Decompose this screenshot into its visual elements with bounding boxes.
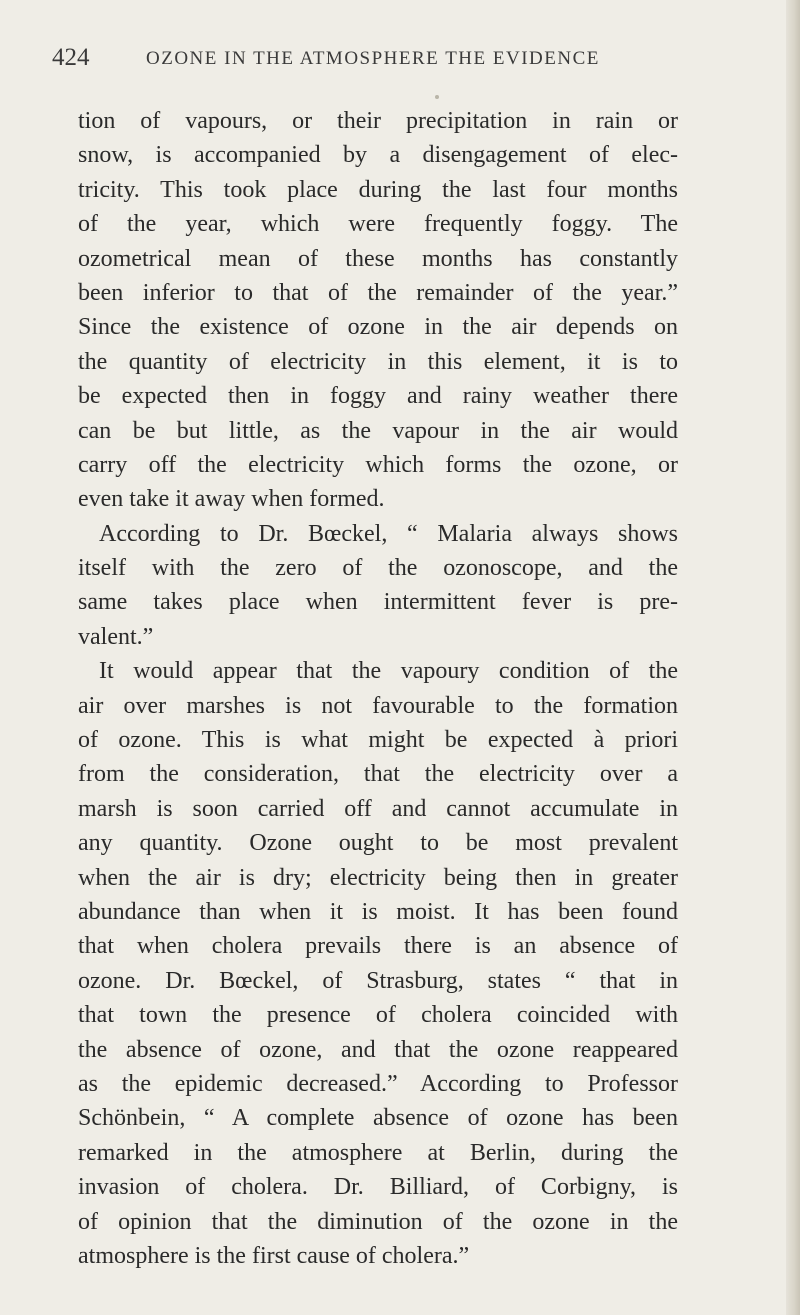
text-line: air over marshes is not favourable to the formation bbox=[78, 692, 678, 719]
text-line: It would appear that the vapoury condition of the bbox=[99, 658, 678, 685]
page-header bbox=[52, 44, 692, 82]
page-number: 424 bbox=[52, 44, 90, 71]
text-line: According to Dr. Bœckel, “ Malaria always shows bbox=[99, 520, 678, 547]
text-line: tricity. This took place during the last four months bbox=[78, 176, 678, 203]
text-line: as the epidemic decreased.” According to Professor bbox=[78, 1070, 678, 1097]
paper-speck bbox=[435, 95, 439, 99]
page-binding-edge bbox=[786, 0, 800, 1315]
text-line: Since the existence of ozone in the air depends on bbox=[78, 314, 678, 341]
text-line: of the year, which were frequently foggy. The bbox=[78, 211, 678, 238]
text-line: carry off the electricity which forms the ozone, or bbox=[78, 451, 678, 478]
text-line: can be but little, as the vapour in the air would bbox=[78, 417, 678, 444]
text-line: marsh is soon carried off and cannot accumulate in bbox=[78, 795, 678, 822]
text-line: abundance than when it is moist. It has been found bbox=[78, 898, 678, 925]
text-line: atmosphere is the first cause of cholera.” bbox=[78, 1242, 470, 1269]
text-line: ozometrical mean of these months has constantly bbox=[78, 245, 678, 272]
text-line: even take it away when formed. bbox=[78, 486, 385, 513]
text-line: remarked in the atmosphere at Berlin, during the bbox=[78, 1139, 678, 1166]
text-line: any quantity. Ozone ought to be most prevalent bbox=[78, 830, 678, 857]
text-line: same takes place when intermittent fever is pre- bbox=[78, 589, 678, 616]
text-line: invasion of cholera. Dr. Billiard, of Corbigny, is bbox=[78, 1174, 678, 1201]
text-line: be expected then in foggy and rainy weather there bbox=[78, 383, 678, 410]
text-line: valent.” bbox=[78, 623, 154, 650]
text-line: that town the presence of cholera coincided with bbox=[78, 1002, 678, 1029]
text-line: of opinion that the diminution of the ozone in the bbox=[78, 1208, 678, 1235]
text-line: the absence of ozone, and that the ozone reappeared bbox=[78, 1036, 678, 1063]
text-line: the quantity of electricity in this element, it is to bbox=[78, 348, 678, 375]
text-line: of ozone. This is what might be expected à priori bbox=[78, 727, 678, 754]
text-line: when the air is dry; electricity being then in greater bbox=[78, 864, 678, 891]
text-line: ozone. Dr. Bœckel, of Strasburg, states “ that in bbox=[78, 967, 678, 994]
text-line: Schönbein, “ A complete absence of ozone has been bbox=[78, 1105, 678, 1132]
text-line: snow, is accompanied by a disengagement of elec- bbox=[78, 142, 678, 169]
text-line: been inferior to that of the remainder of the year.” bbox=[78, 279, 678, 306]
body-text bbox=[78, 104, 678, 1273]
text-line: tion of vapours, or their precipitation in rain or bbox=[78, 108, 678, 134]
running-head: OZONE IN THE ATMOSPHERE THE EVIDENCE bbox=[146, 48, 600, 69]
text-line: from the consideration, that the electricity over a bbox=[78, 761, 678, 788]
text-line: that when cholera prevails there is an absence of bbox=[78, 933, 678, 960]
text-line: itself with the zero of the ozonoscope, and the bbox=[78, 555, 678, 582]
